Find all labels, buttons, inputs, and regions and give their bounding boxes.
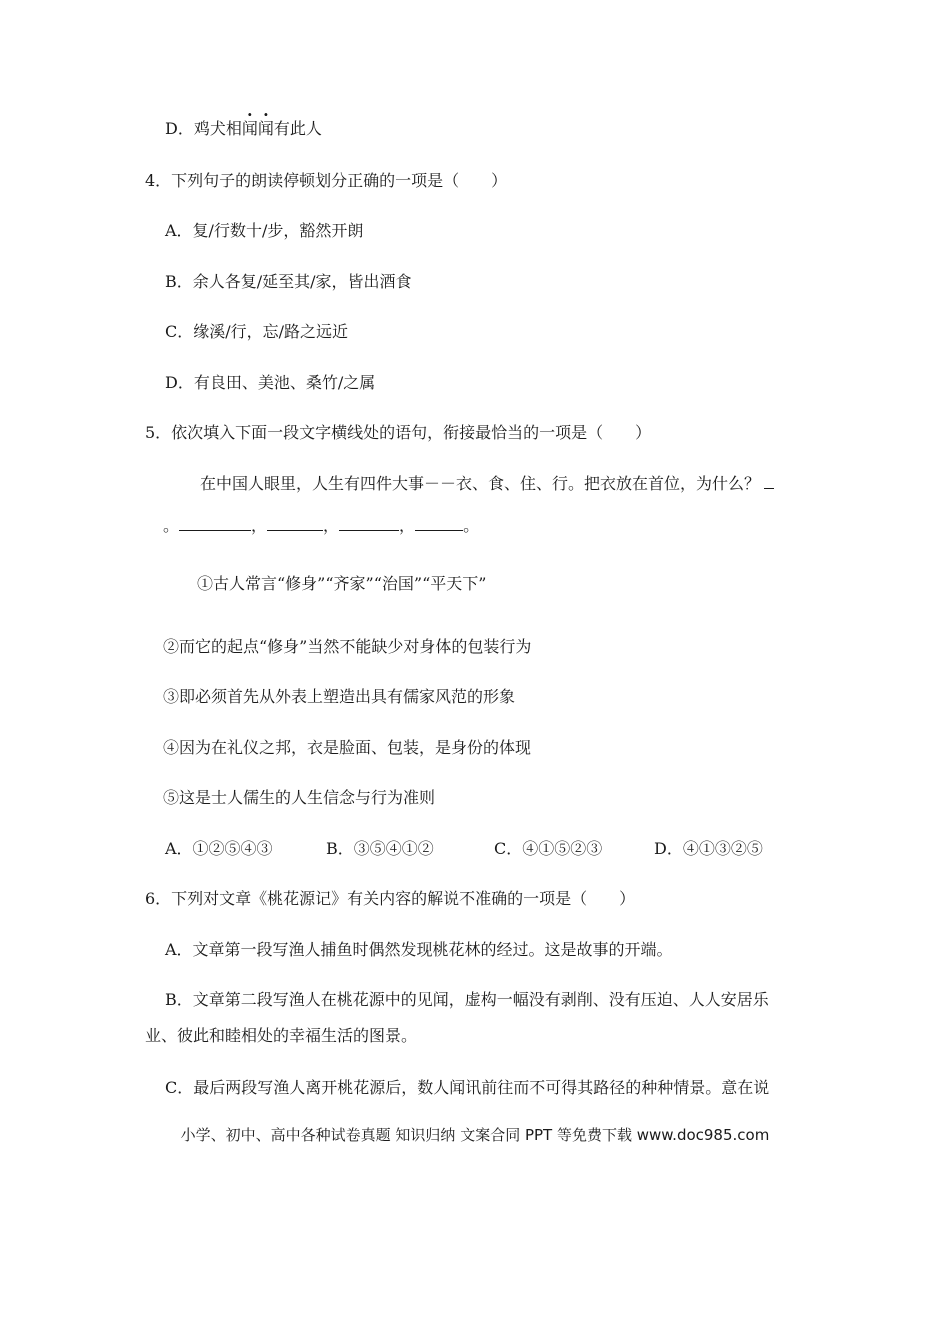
q5-sentence-3: ③即必须首先从外表上塑造出具有儒家风范的形象 — [163, 687, 516, 706]
footer-text: 小学、初中、高中各种试卷真题 知识归纳 文案合同 PPT 等免费下载 www.doc985.com — [180, 1126, 770, 1144]
q3-option-d-suffix: 有此人 — [273, 119, 322, 138]
q5-passage-text: 在中国人眼里，人生有四件大事－－衣、食、住、行。把衣放在首位，为什么？ — [200, 474, 761, 493]
blank-3[interactable] — [339, 516, 399, 531]
q5-passage-line1 — [200, 473, 774, 495]
emphasis-char-1: 闻 — [241, 119, 258, 138]
q5-sentence-4: ④因为在礼仪之邦，衣是脸面、包装，是身份的体现 — [163, 738, 532, 757]
q5-passage-period: 。 — [163, 516, 180, 535]
q4-option-d: D．有良田、美池、桑竹/之属 — [165, 373, 376, 392]
q5-stem: 5．依次填入下面一段文字横线处的语句，衔接最恰当的一项是（ ） — [145, 423, 652, 442]
emphasis-char-2: 闻 — [257, 119, 274, 138]
q4-option-c: C．缘溪/行，忘/路之远近 — [165, 322, 349, 341]
q6-option-c-line1: C．最后两段写渔人离开桃花源后，数人闻讯前往而不可得其路径的种种情景。意在说 — [165, 1078, 770, 1097]
q4-stem: 4．下列句子的朗读停顿划分正确的一项是（ ） — [145, 171, 508, 190]
q5-passage-line2 — [163, 515, 479, 537]
q6-option-b-line1: B．文章第二段写渔人在桃花源中的见闻，虚构一幅没有剥削、没有压迫、人人安居乐 — [165, 990, 769, 1009]
q6-option-a: A．文章第一段写渔人捕鱼时偶然发现桃花林的经过。这是故事的开端。 — [165, 940, 673, 959]
q5-option-c: C．④①⑤②③ — [494, 839, 603, 858]
blank-1[interactable] — [179, 516, 251, 531]
comma-1: ， — [251, 516, 268, 535]
q5-sentence-2: ②而它的起点“修身”当然不能缺少对身体的包装行为 — [163, 637, 532, 656]
q3-option-d — [165, 118, 322, 140]
blank-4[interactable] — [415, 516, 463, 531]
q4-option-b: B．余人各复/延至其/家，皆出酒食 — [165, 272, 412, 291]
q5-option-d: D．④①③②⑤ — [654, 839, 763, 858]
blank-0[interactable] — [764, 474, 774, 489]
comma-3: ， — [399, 516, 416, 535]
q5-sentence-5: ⑤这是士人儒生的人生信念与行为准则 — [163, 788, 436, 807]
q5-option-b: B．③⑤④①② — [326, 839, 434, 858]
q3-option-d-prefix: D．鸡犬相 — [165, 119, 242, 138]
q4-option-a: A．复/行数十/步，豁然开朗 — [165, 221, 364, 240]
period-end: 。 — [463, 516, 480, 535]
q5-sentence-1: ①古人常言“修身”“齐家”“治国”“平天下” — [197, 574, 487, 593]
q5-option-a: A．①②⑤④③ — [165, 839, 273, 858]
comma-2: ， — [323, 516, 340, 535]
q6-stem: 6．下列对文章《桃花源记》有关内容的解说不准确的一项是（ ） — [145, 889, 636, 908]
blank-2[interactable] — [267, 516, 323, 531]
q6-option-b-line2: 业、彼此和睦相处的幸福生活的图景。 — [145, 1026, 418, 1045]
